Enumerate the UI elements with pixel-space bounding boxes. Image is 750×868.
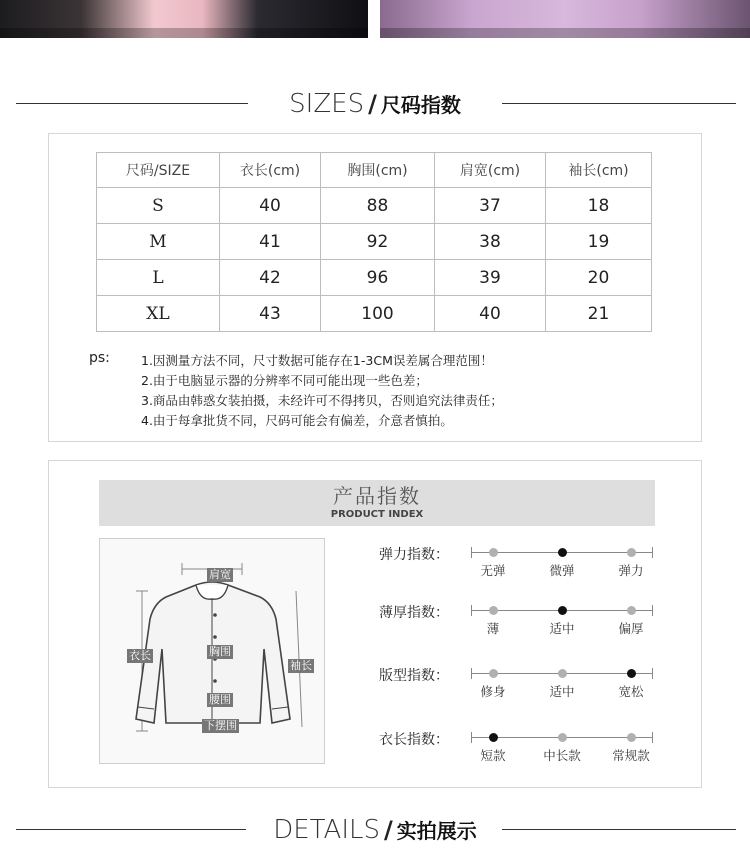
- header-size: 尺码/SIZE: [97, 153, 220, 188]
- index-dot: [489, 548, 498, 557]
- details-title-en: DETAILS: [273, 815, 380, 845]
- diagram-label-waist: 腰围: [209, 693, 231, 706]
- product-photo-right: [380, 0, 750, 38]
- index-option: 短款: [480, 748, 506, 763]
- cell-chest: 96: [321, 260, 435, 296]
- sizes-title-zh: 尺码指数: [380, 93, 461, 117]
- index-row-elasticity: [331, 544, 701, 584]
- note-item: 2.由于电脑显示器的分辨率不同可能出现一些色差；: [141, 373, 428, 388]
- cell-length: 43: [220, 296, 321, 332]
- index-option: 中长款: [543, 748, 581, 763]
- cell-size: S: [97, 188, 220, 224]
- product-photo-strip: [0, 0, 750, 38]
- index-option: 常规款: [612, 748, 650, 763]
- product-index-title-en: PRODUCT INDEX: [330, 509, 424, 520]
- index-dot: [489, 606, 498, 615]
- cell-length: 41: [220, 224, 321, 260]
- header-sleeve: 袖长(cm): [546, 153, 652, 188]
- product-index-title-zh: 产品指数: [333, 484, 421, 508]
- index-option: 薄: [486, 621, 500, 636]
- cell-length: 40: [220, 188, 321, 224]
- cell-size: M: [97, 224, 220, 260]
- note-item: 3.商品由韩惑女装拍摄，未经许可不得拷贝，否则追究法律责任；: [141, 393, 503, 408]
- header-length: 衣长(cm): [220, 153, 321, 188]
- sizes-section-title: [0, 84, 750, 124]
- index-dot: [558, 669, 567, 678]
- index-row-length: [331, 729, 701, 769]
- table-row: [97, 296, 652, 332]
- cell-chest: 88: [321, 188, 435, 224]
- index-option: 无弹: [480, 563, 506, 578]
- cell-size: XL: [97, 296, 220, 332]
- table-row: [97, 224, 652, 260]
- table-row: [97, 188, 652, 224]
- cell-length: 42: [220, 260, 321, 296]
- diagram-label-shoulder: 肩宽: [209, 568, 231, 581]
- index-dot: [489, 669, 498, 678]
- index-option: 修身: [480, 684, 506, 699]
- index-dot: [627, 548, 636, 557]
- cell-size: L: [97, 260, 220, 296]
- index-option: 弹力: [618, 563, 644, 578]
- index-option: 宽松: [618, 684, 644, 699]
- diagram-label-chest: 胸围: [209, 645, 231, 658]
- index-option: 微弹: [549, 563, 575, 578]
- index-option: 偏厚: [618, 621, 644, 636]
- note-item: 4.由于每拿批货不同，尺码可能会有偏差，介意者慎拍。: [141, 413, 453, 428]
- index-dot: [627, 669, 636, 678]
- note-item: 1.因测量方法不同，尺寸数据可能存在1-3CM误差属合理范围！: [141, 353, 493, 368]
- cell-shoulder: 38: [435, 224, 546, 260]
- cell-sleeve: 18: [546, 188, 652, 224]
- size-chart-panel: [48, 133, 702, 442]
- cell-shoulder: 40: [435, 296, 546, 332]
- product-index-panel: [48, 460, 702, 788]
- diagram-label-length: 衣长: [129, 649, 151, 662]
- cell-sleeve: 21: [546, 296, 652, 332]
- header-shoulder: 肩宽(cm): [435, 153, 546, 188]
- index-option: 适中: [549, 684, 575, 699]
- index-dot: [627, 733, 636, 742]
- index-label: 弹力指数：: [379, 547, 449, 563]
- size-table: [96, 152, 652, 332]
- diagram-label-sleeve: 袖长: [290, 659, 312, 672]
- cell-shoulder: 37: [435, 188, 546, 224]
- header-chest: 胸围(cm): [321, 153, 435, 188]
- cell-chest: 100: [321, 296, 435, 332]
- index-option: 适中: [549, 621, 575, 636]
- product-photo-left: [0, 0, 368, 38]
- cell-chest: 92: [321, 224, 435, 260]
- measurement-diagram: [99, 538, 325, 764]
- details-title-zh: 实拍展示: [396, 819, 477, 843]
- index-rows: [331, 461, 701, 787]
- index-dot: [627, 606, 636, 615]
- table-row: [97, 260, 652, 296]
- index-dot: [489, 733, 498, 742]
- sizes-title-slash: /: [368, 90, 377, 118]
- cell-sleeve: 20: [546, 260, 652, 296]
- index-dot: [558, 733, 567, 742]
- cell-shoulder: 39: [435, 260, 546, 296]
- index-dot: [558, 606, 567, 615]
- index-label: 版型指数：: [379, 668, 449, 684]
- cell-sleeve: 19: [546, 224, 652, 260]
- sizes-title-en: SIZES: [289, 89, 365, 119]
- notes-prefix: ps:: [89, 350, 110, 366]
- index-label: 衣长指数：: [379, 732, 449, 748]
- index-label: 薄厚指数：: [379, 605, 449, 621]
- diagram-label-hem: 下摆围: [204, 719, 237, 732]
- index-row-fit: [331, 665, 701, 705]
- details-title-slash: /: [384, 816, 393, 844]
- details-section-title: [0, 810, 750, 850]
- size-table-header: [97, 153, 652, 188]
- index-dot: [558, 548, 567, 557]
- index-row-thickness: [331, 602, 701, 642]
